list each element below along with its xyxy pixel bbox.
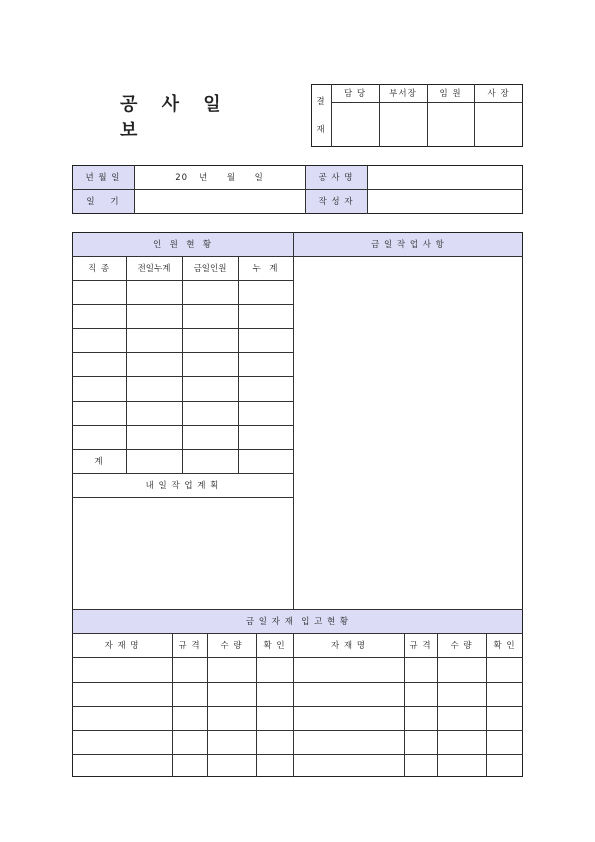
materials-col-spec-right: 규 격: [409, 641, 432, 651]
approval-side-label-2: 재: [316, 125, 326, 135]
materials-col-qty-left: 수 량: [220, 641, 243, 651]
project-name-field[interactable]: [367, 166, 522, 189]
materials-col-spec-left: 규 격: [178, 641, 201, 651]
materials-col-check-left: 확 인: [263, 641, 286, 651]
weather-label: 일 기: [86, 197, 120, 207]
materials-section-title: 금 일 자 재 입 고 현 황: [245, 617, 350, 627]
approval-role-executive: 임 원: [439, 89, 462, 99]
document-title: 공 사 일 보: [120, 94, 230, 141]
project-name-label: 공 사 명: [318, 173, 354, 183]
approval-sign-executive[interactable]: [427, 103, 474, 146]
tomorrow-plan-title: 내 일 작 업 계 획: [145, 481, 220, 491]
personnel-col-prev-total: 전일누계: [137, 264, 171, 274]
materials-col-name-right: 자 재 명: [330, 641, 367, 651]
personnel-col-today-count: 금일인원: [193, 264, 227, 274]
author-field[interactable]: [367, 190, 522, 213]
materials-col-check-right: 확 인: [493, 641, 516, 651]
approval-sign-manager[interactable]: [331, 103, 379, 146]
personnel-total-label: 계: [94, 457, 104, 467]
approval-sign-president[interactable]: [474, 103, 523, 146]
date-value[interactable]: 20 년 월 일: [175, 173, 264, 183]
author-label: 작 성 자: [318, 197, 354, 207]
approval-role-president: 사 장: [487, 89, 510, 99]
approval-role-dept-head: 부서장: [389, 89, 417, 99]
personnel-col-job-type: 직 종: [87, 264, 111, 274]
approval-side-label-1: 결: [316, 97, 326, 107]
materials-col-name-left: 자 재 명: [104, 641, 140, 651]
today-work-area[interactable]: [294, 257, 522, 608]
personnel-section-title: 인 원 현 황: [152, 240, 213, 250]
materials-col-qty-right: 수 량: [450, 641, 473, 651]
approval-sign-dept-head[interactable]: [379, 103, 427, 146]
weather-field[interactable]: [134, 190, 305, 213]
personnel-col-cumulative: 누 계: [252, 264, 279, 274]
materials-entry-grid[interactable]: [73, 658, 522, 776]
approval-role-manager: 담 당: [343, 89, 367, 99]
personnel-entry-grid[interactable]: [73, 281, 292, 472]
today-work-title: 금 일 작 업 사 항: [371, 240, 445, 250]
date-label: 년 월 일: [85, 173, 121, 183]
tomorrow-plan-area[interactable]: [73, 498, 292, 608]
